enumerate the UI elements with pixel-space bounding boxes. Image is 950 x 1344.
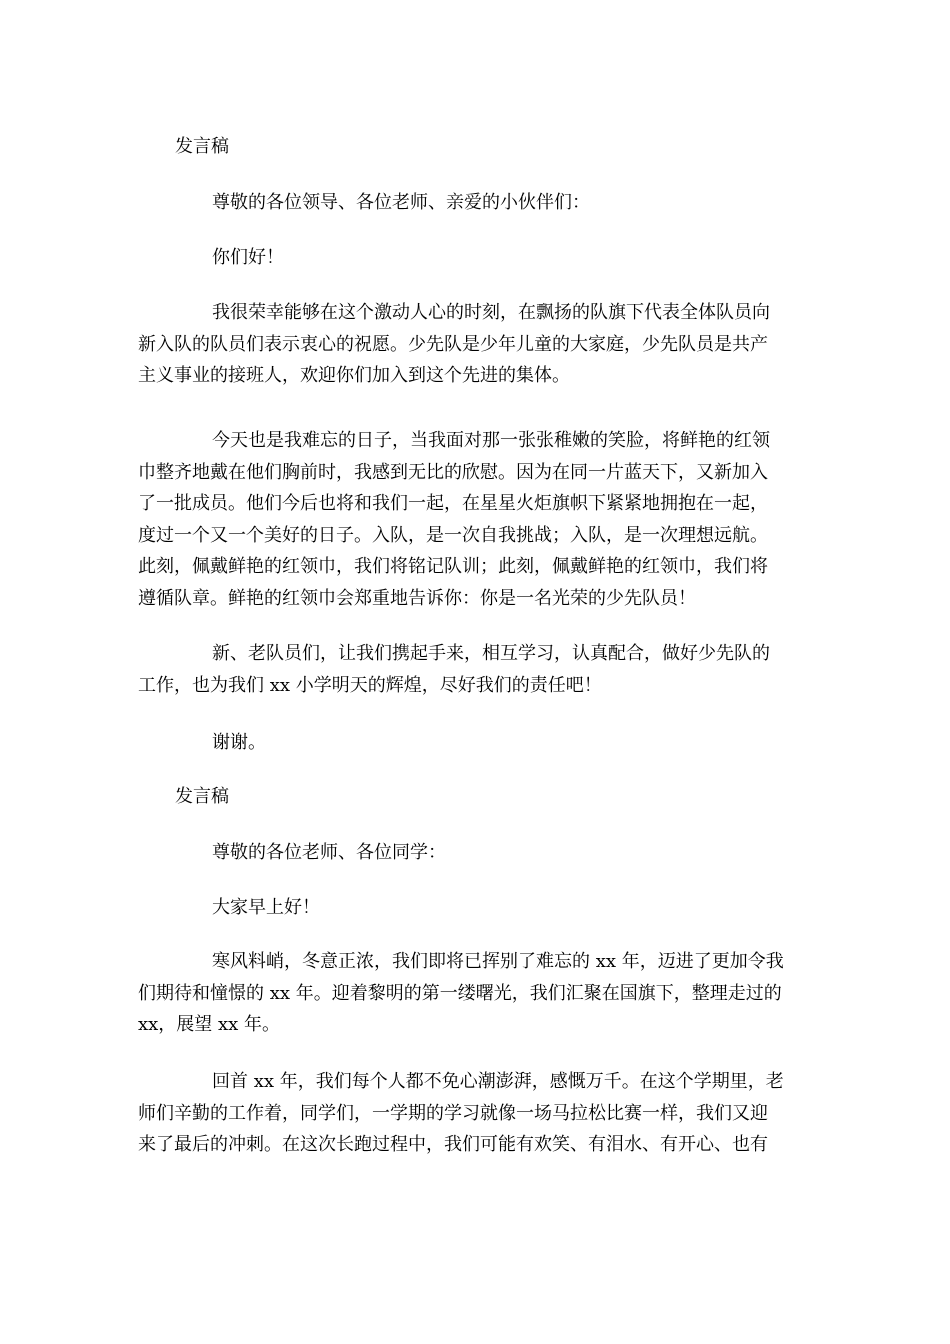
body-paragraph: [138, 297, 814, 392]
text-line: 大家早上好！: [212, 897, 320, 918]
salutation: [138, 187, 814, 219]
body-paragraph: [138, 425, 814, 614]
text-line: 尊敬的各位领导、各位老师、亲爱的小伙伴们：: [212, 192, 590, 213]
text-line: 谢谢。: [212, 732, 266, 753]
text-line: 此刻，佩戴鲜艳的红领巾，我们将铭记队训；此刻，佩戴鲜艳的红领巾，我们将: [138, 556, 768, 577]
text-line: 遵循队章。鲜艳的红领巾会郑重地告诉你：你是一名光荣的少先队员！: [138, 587, 696, 609]
greeting: [138, 892, 814, 924]
salutation: [138, 837, 814, 869]
text-line: 来了最后的冲刺。在这次长跑过程中，我们可能有欢笑、有泪水、有开心、也有: [138, 1134, 768, 1155]
text-line: 度过一个又一个美好的日子。入队，是一次自我挑战；入队，是一次理想远航。: [138, 524, 768, 546]
text-line: 寒风料峭，冬意正浓，我们即将已挥别了难忘的 xx 年，迈进了更加令我: [212, 951, 784, 972]
closing: [138, 727, 814, 759]
body-paragraph: [138, 638, 814, 701]
text-line: 尊敬的各位老师、各位同学：: [212, 842, 446, 863]
text-line: 了一批成员。他们今后也将和我们一起，在星星火炬旗帜下紧紧地拥抱在一起，: [138, 493, 768, 514]
text-line: 们期待和憧憬的 xx 年。迎着黎明的第一缕曙光，我们汇聚在国旗下，整理走过的: [138, 982, 782, 1004]
text-line: 你们好！: [212, 247, 284, 268]
body-paragraph: [138, 1066, 814, 1161]
text-line: 主义事业的接班人，欢迎你们加入到这个先进的集体。: [138, 365, 570, 386]
body-paragraph: [138, 946, 814, 1041]
text-line: 巾整齐地戴在他们胸前时，我感到无比的欣慰。因为在同一片蓝天下，又新加入: [138, 461, 768, 483]
text-line: 新、老队员们，让我们携起手来，相互学习，认真配合，做好少先队的: [212, 643, 770, 664]
section-title: 发言稿: [175, 136, 229, 157]
text-line: 今天也是我难忘的日子，当我面对那一张张稚嫩的笑脸，将鲜艳的红领: [212, 430, 770, 451]
text-line: 师们辛勤的工作着，同学们，一学期的学习就像一场马拉松比赛一样，我们又迎: [138, 1102, 768, 1124]
greeting: [138, 242, 814, 274]
text-line: 新入队的队员们表示衷心的祝愿。少先队是少年儿童的大家庭，少先队员是共产: [138, 333, 768, 355]
text-line: 工作，也为我们 xx 小学明天的辉煌，尽好我们的责任吧！: [138, 674, 602, 696]
section-title: 发言稿: [175, 786, 229, 807]
text-line: xx，展望 xx 年。: [138, 1014, 281, 1035]
text-line: 我很荣幸能够在这个激动人心的时刻，在飘扬的队旗下代表全体队员向: [212, 302, 770, 323]
text-line: 回首 xx 年，我们每个人都不免心潮澎湃，感慨万千。在这个学期里，老: [212, 1071, 784, 1092]
